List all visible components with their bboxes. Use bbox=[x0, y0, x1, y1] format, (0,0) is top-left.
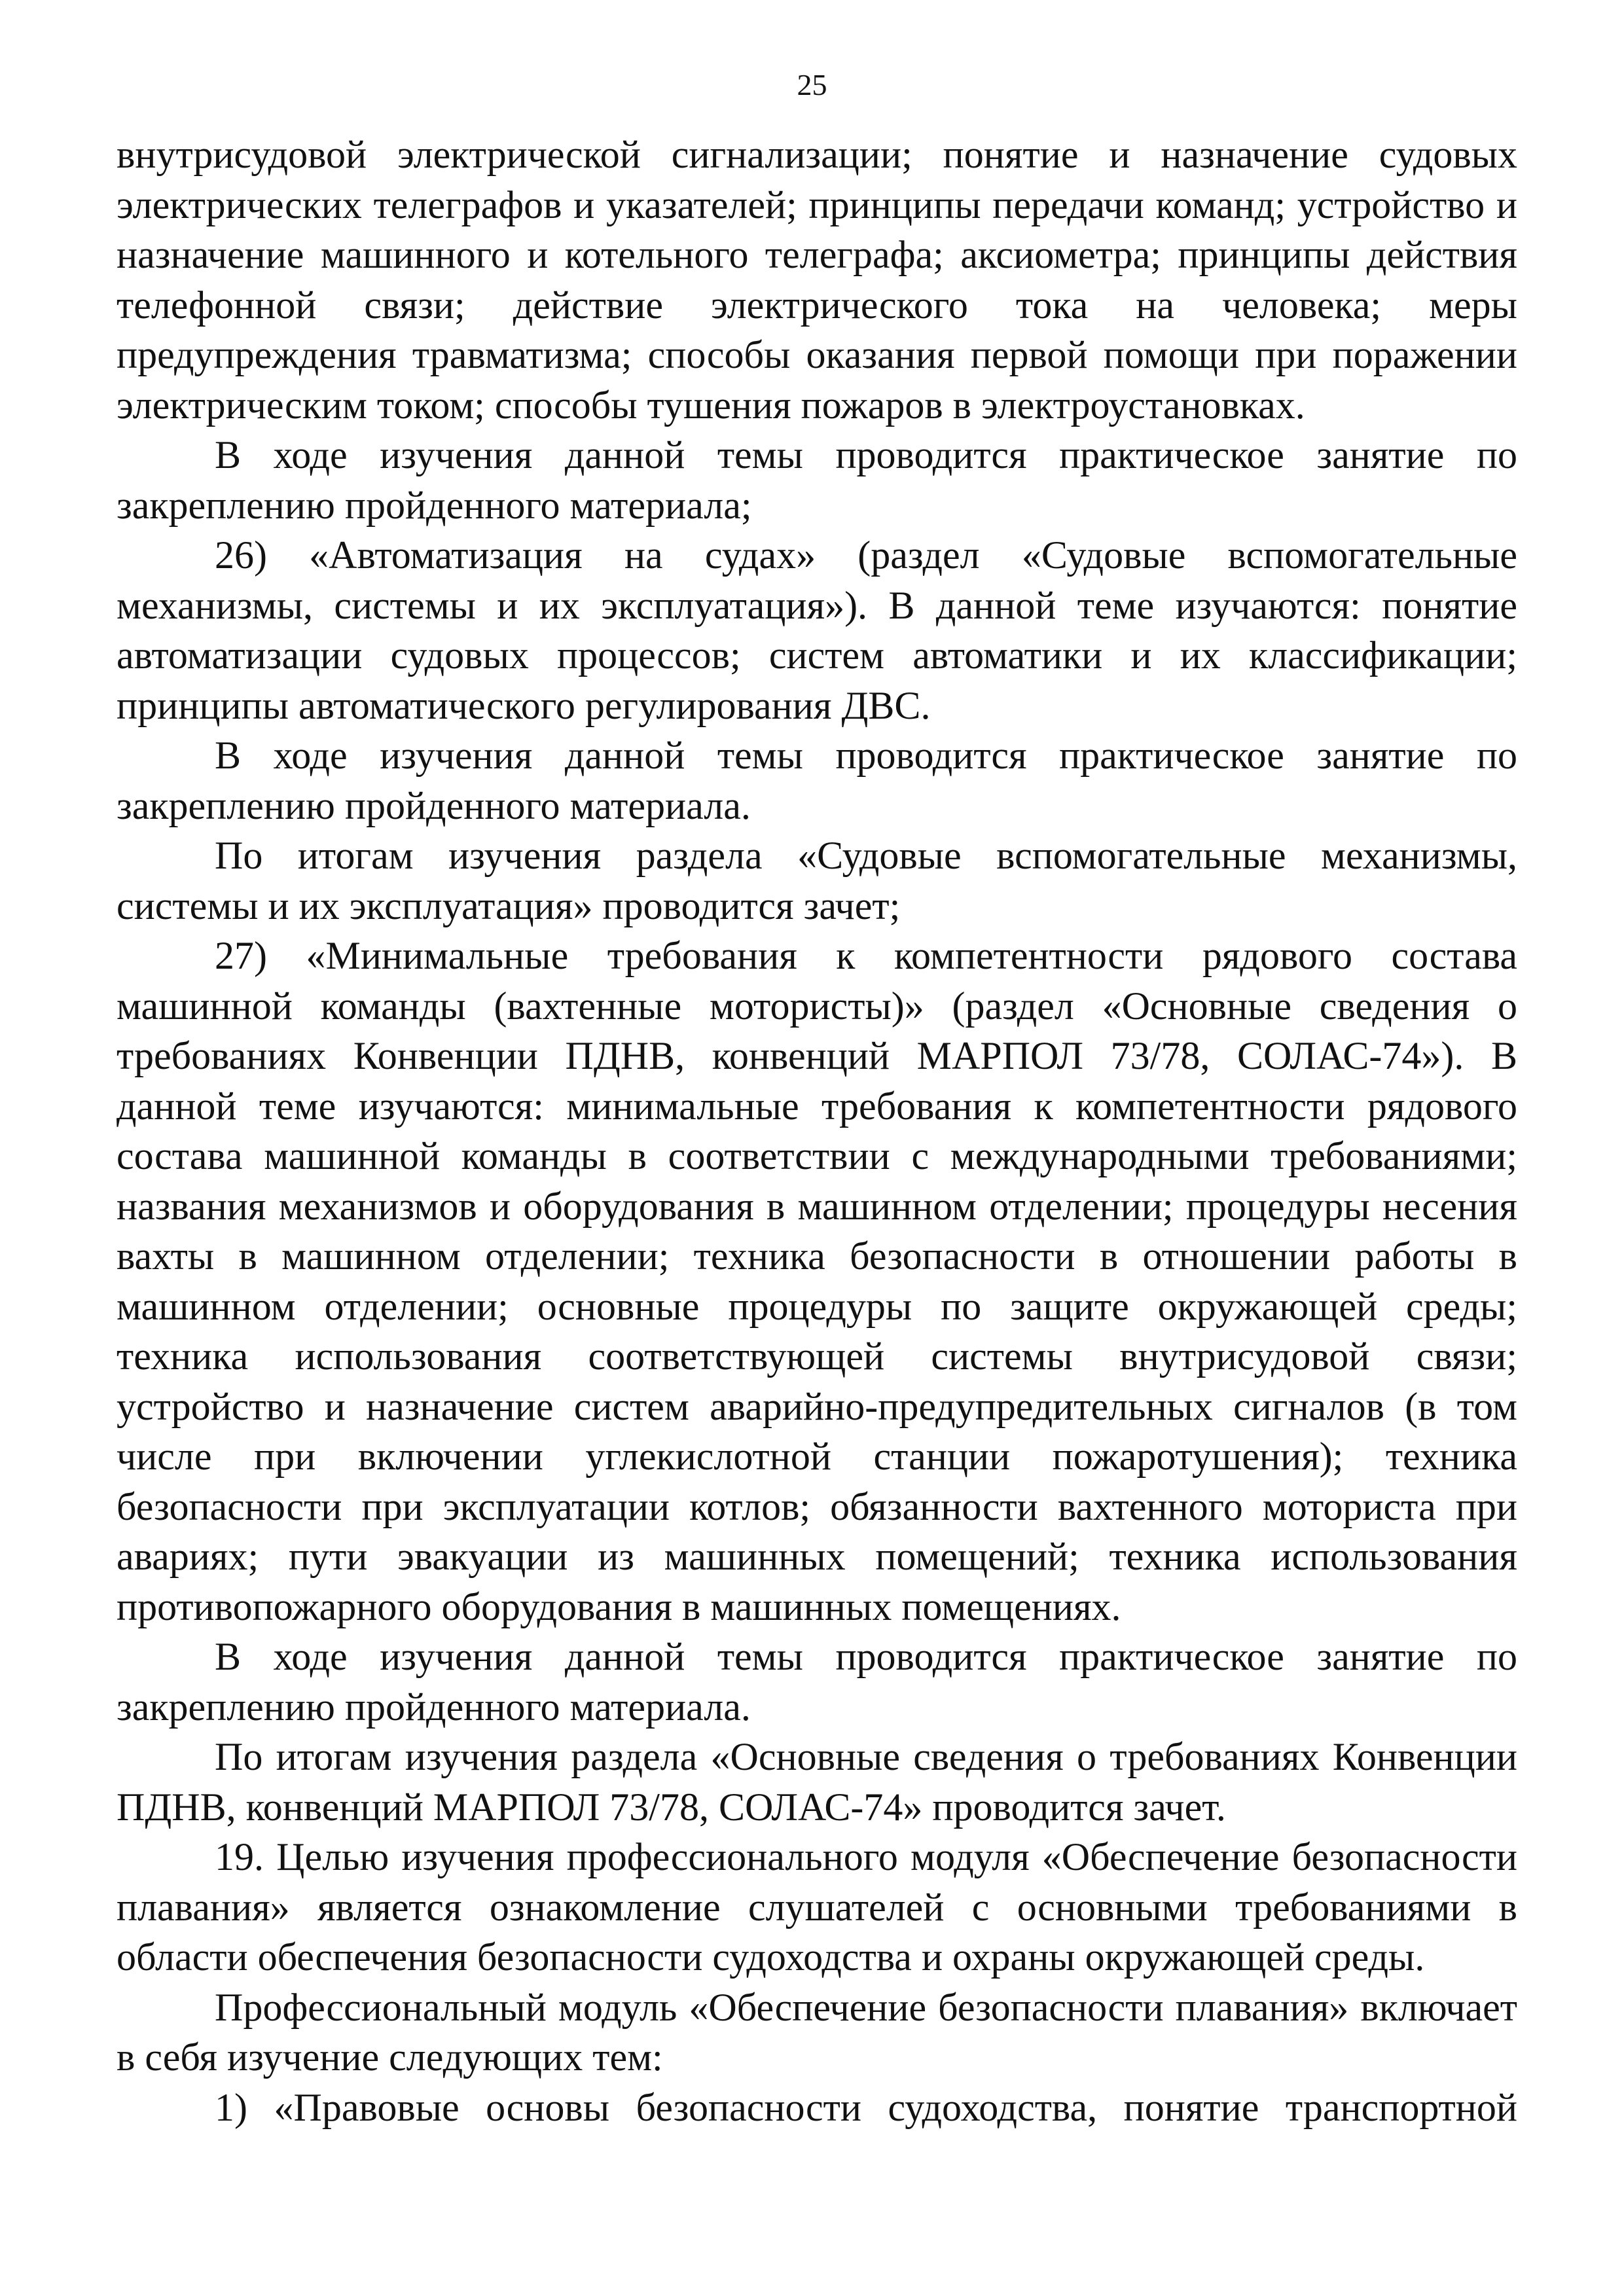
paragraph-topic-1: 1) «Правовые основы безопасности судоходства, понятие транспортной bbox=[215, 2085, 1517, 2129]
document-body bbox=[117, 130, 1517, 2132]
paragraph-module-topics-intro: Профессиональный модуль «Обеспечение безопасности плавания» включает в себя изучение следующих тем: bbox=[117, 1985, 1517, 2079]
paragraph-clause-19: 19. Целью изучения профессионального модуля «Обеспечение безопасности плавания» является ознакомление слушателей с основными требованиями в области обеспечения безопасности судоходства и охраны окружающей среды. bbox=[117, 1835, 1517, 1979]
paragraph-practical-note: В ходе изучения данной темы проводится практическое занятие по закреплению пройденного материала; bbox=[117, 433, 1517, 527]
paragraph-section-credit: По итогам изучения раздела «Судовые вспомогательные механизмы, системы и их эксплуатация» проводится зачет; bbox=[117, 834, 1517, 927]
paragraph-topic-26: 26) «Автоматизация на судах» (раздел «Судовые вспомогательные механизмы, системы и их эксплуатация»). В данной теме изучаются: понятие автоматизации судовых процессов; систем автоматики и их классификации; принципы автоматического регулирования ДВС. bbox=[117, 533, 1517, 727]
paragraph-topic-27: 27) «Минимальные требования к компетентности рядового состава машинной команды (вахтенные мотористы)» (раздел «Основные сведения о требованиях Конвенции ПДНВ, конвенций МАРПОЛ 73/78, СОЛАС-74»). В данной теме изучаются: минимальные требования к компетентности рядового состава машинной команды в соответствии с международными требованиями; названия механизмов и оборудования в машинном отделении; процедуры несения вахты в машинном отделении; техника безопасности в отношении работы в машинном отделении; основные процедуры по защите окружающей среды; техника использования соответствующей системы внутрисудовой связи; устройство и назначение систем аварийно-предупредительных сигналов (в том числе при включении углекислотной станции пожаротушения); техника безопасности при эксплуатации котлов; обязанности вахтенного моториста при авариях; пути эвакуации из машинных помещений; техника использования противопожарного оборудования в машинных помещениях. bbox=[117, 934, 1517, 1628]
paragraph-continuation: внутрисудовой электрической сигнализации; понятие и назначение судовых электрических телеграфов и указателей; принципы передачи команд; устройство и назначение машинного и котельного телеграфа; аксиометра; принципы действия телефонной связи; действие электрического тока на человека; меры предупреждения травматизма; способы оказания первой помощи при поражении электрическим током; способы тушения пожаров в электроустановках. bbox=[117, 133, 1517, 427]
paragraph-practical-note: В ходе изучения данной темы проводится практическое занятие по закреплению пройденного материала. bbox=[117, 1635, 1517, 1729]
page-number: 25 bbox=[797, 68, 827, 101]
paragraph-practical-note: В ходе изучения данной темы проводится практическое занятие по закреплению пройденного материала. bbox=[117, 734, 1517, 827]
paragraph-section-credit: По итогам изучения раздела «Основные сведения о требованиях Конвенции ПДНВ, конвенций МАРПОЛ 73/78, СОЛАС-74» проводится зачет. bbox=[117, 1735, 1517, 1829]
